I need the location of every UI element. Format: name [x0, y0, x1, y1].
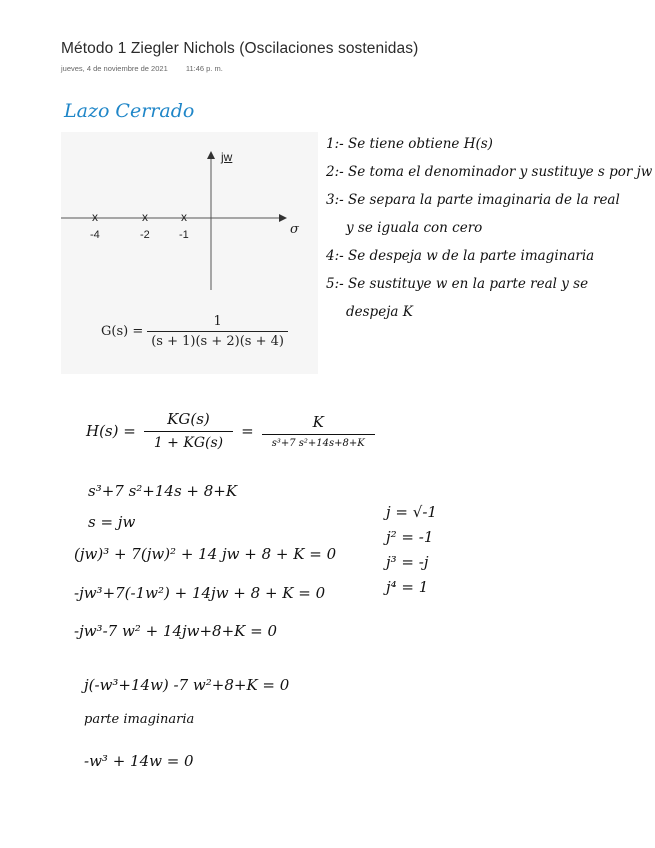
- j-identity: j⁴ = 1: [386, 578, 429, 596]
- transfer-denominator: (s + 1)(s + 2)(s + 4): [147, 331, 288, 349]
- pole-label: -2: [140, 229, 150, 241]
- work-line: parte imaginaria: [84, 712, 195, 727]
- work-line: -w³ + 14w = 0: [84, 752, 194, 770]
- work-line: -jw³-7 w² + 14jw+8+K = 0: [74, 622, 278, 640]
- real-axis-label: σ: [290, 222, 299, 237]
- pole-label: -1: [179, 229, 189, 241]
- pole-label: -4: [90, 229, 100, 241]
- section-heading: Lazo Cerrado: [64, 100, 195, 122]
- closed-loop-equation: [86, 410, 383, 451]
- step-item: 5:- Se sustituye w en la parte real y se: [326, 276, 589, 292]
- imag-axis-arrow: [207, 151, 215, 159]
- h-fraction-2: [262, 413, 375, 449]
- pole-plot-figure: [61, 132, 318, 374]
- transfer-numerator: 1: [213, 314, 222, 329]
- work-line: (jw)³ + 7(jw)² + 14 jw + 8 + K = 0: [74, 545, 337, 563]
- step-item: 3:- Se separa la parte imaginaria de la real: [326, 192, 620, 208]
- h-fraction-1: [144, 410, 233, 451]
- step-item: 2:- Se toma el denominador y sustituye s por jw: [326, 164, 653, 180]
- page-date: jueves, 4 de noviembre de 2021: [61, 64, 168, 73]
- work-line: s³+7 s²+14s + 8+K: [88, 482, 238, 500]
- h-denominator-2: s³+7 s²+14s+8+K: [262, 434, 375, 449]
- transfer-fraction: [147, 314, 288, 349]
- step-item: y se iguala con cero: [346, 220, 483, 236]
- real-axis-arrow: [279, 214, 287, 222]
- page-title: Método 1 Ziegler Nichols (Oscilaciones sostenidas): [61, 40, 419, 57]
- pole-marker: x: [142, 210, 148, 224]
- j-identities: [386, 500, 437, 600]
- transfer-lhs: G(s) =: [101, 324, 144, 339]
- h-denominator-1: 1 + KG(s): [144, 431, 233, 451]
- procedure-steps: [326, 130, 651, 326]
- work-line: -jw³+7(-1w²) + 14jw + 8 + K = 0: [74, 584, 326, 602]
- h-numerator-1: KG(s): [167, 410, 210, 428]
- pole-marker: x: [181, 210, 187, 224]
- h-numerator-2: K: [312, 412, 324, 431]
- imag-axis-label: jw: [221, 150, 233, 164]
- step-item: 1:- Se tiene obtiene H(s): [326, 136, 493, 152]
- page-time: 11:46 p. m.: [185, 64, 223, 73]
- transfer-function: [101, 314, 288, 349]
- j-identity: j³ = -j: [386, 553, 429, 571]
- h-equals: =: [241, 421, 254, 440]
- step-item: despeja K: [346, 304, 413, 320]
- work-line: j(-w³+14w) -7 w²+8+K = 0: [84, 676, 290, 694]
- h-lhs: H(s) =: [86, 421, 136, 440]
- j-identity: j = √-1: [386, 503, 437, 521]
- pole-marker: x: [92, 210, 98, 224]
- step-item: 4:- Se despeja w de la parte imaginaria: [326, 248, 595, 264]
- work-line: s = jw: [88, 513, 136, 531]
- j-identity: j² = -1: [386, 528, 434, 546]
- page-timestamp: [61, 64, 223, 73]
